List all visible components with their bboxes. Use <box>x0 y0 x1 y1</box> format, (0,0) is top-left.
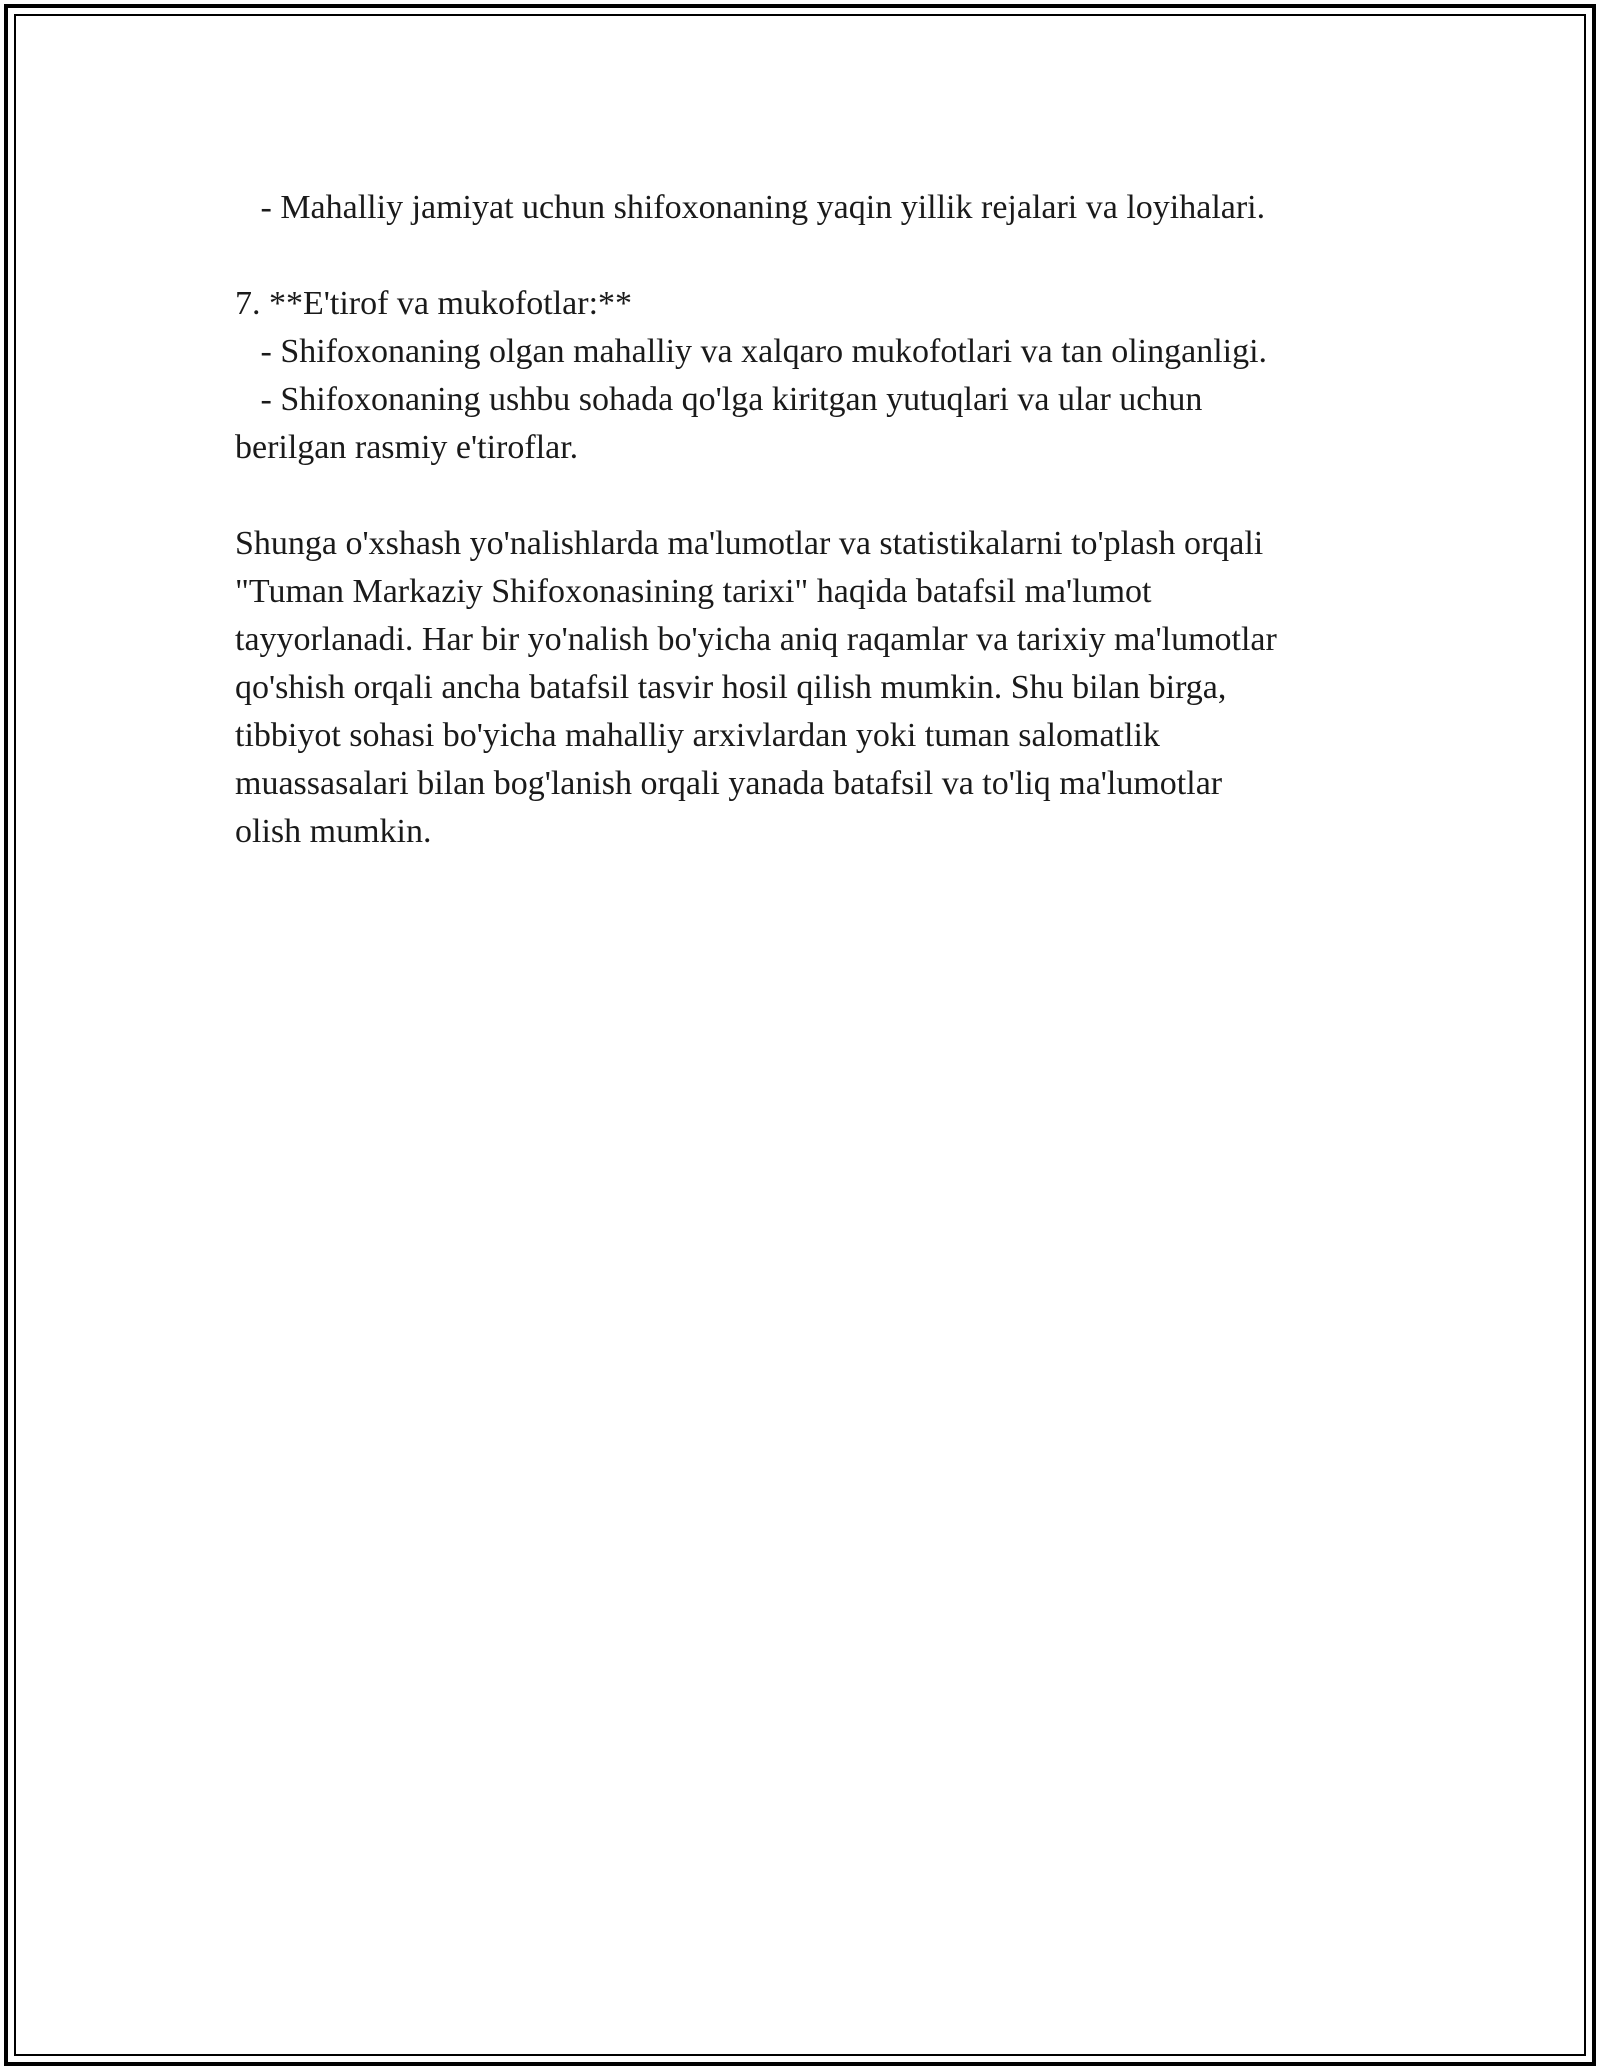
document-body <box>235 184 1385 856</box>
conclusion-line: Shunga o'xshash yo'nalishlarda ma'lumotlar va statistikalarni to'plash orqali <box>235 525 1264 562</box>
paragraph-gap <box>235 232 1385 280</box>
section-heading: 7. **E'tirof va mukofotlar:** <box>235 285 633 322</box>
conclusion-line: muassasalari bilan bog'lanish orqali yanada batafsil va to'liq ma'lumotlar <box>235 765 1223 802</box>
bullet-continuation-line: berilgan rasmiy e'tiroflar. <box>235 429 579 466</box>
bullet-line: - Shifoxonaning ushbu sohada qo'lga kiritgan yutuqlari va ular uchun <box>235 381 1203 418</box>
paragraph-gap <box>235 472 1385 520</box>
conclusion-line: "Tuman Markaziy Shifoxonasining tarixi" haqida batafsil ma'lumot <box>235 573 1152 610</box>
bullet-line: - Mahalliy jamiyat uchun shifoxonaning yaqin yillik rejalari va loyihalari. <box>235 189 1266 226</box>
conclusion-line: olish mumkin. <box>235 813 432 850</box>
bullet-line: - Shifoxonaning olgan mahalliy va xalqaro mukofotlari va tan olinganligi. <box>235 333 1268 370</box>
conclusion-line: qo'shish orqali ancha batafsil tasvir hosil qilish mumkin. Shu bilan birga, <box>235 669 1227 706</box>
conclusion-line: tayyorlanadi. Har bir yo'nalish bo'yicha aniq raqamlar va tarixiy ma'lumotlar <box>235 621 1277 658</box>
conclusion-line: tibbiyot sohasi bo'yicha mahalliy arxivlardan yoki tuman salomatlik <box>235 717 1160 754</box>
